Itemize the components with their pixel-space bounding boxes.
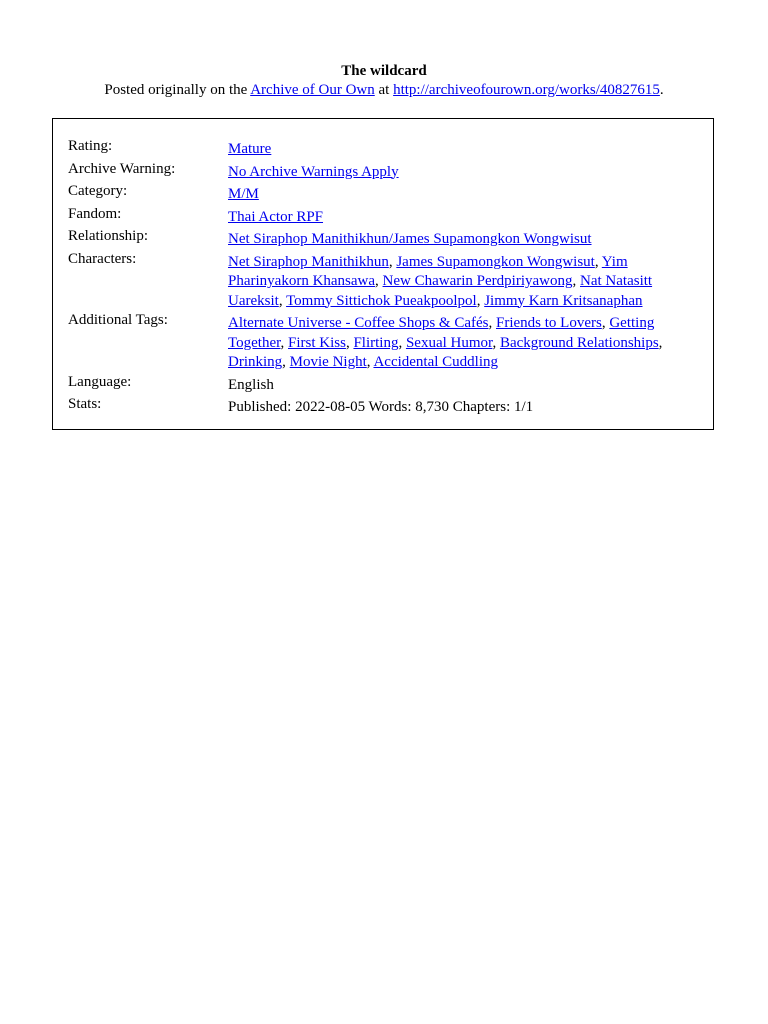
meta-row-rating (68, 137, 704, 160)
posted-mid: at (374, 82, 394, 98)
relationship-tag-link[interactable]: Net Siraphop Manithikhun/James Supamongkon Wongwisut (228, 231, 592, 247)
character-tag-link[interactable]: Nat Natasitt Uareksit (228, 273, 653, 309)
category-tag-link[interactable]: M/M (228, 186, 259, 202)
character-tag-link[interactable]: New Chawarin Perdpiriyawong (382, 273, 573, 289)
work-meta-box (52, 118, 714, 430)
posted-suffix: . (659, 82, 664, 98)
additional-tag-link[interactable]: First Kiss (288, 334, 346, 351)
additional-tag-link[interactable]: Drinking (228, 354, 283, 370)
character-tag-link[interactable]: Net Siraphop Manithikhun (228, 253, 389, 270)
posted-line (0, 81, 768, 100)
fandom-value (228, 205, 704, 228)
work-header (0, 62, 768, 100)
meta-row-category (68, 182, 704, 205)
warning-label: Archive Warning: (68, 160, 176, 177)
additional-tag-link[interactable]: Accidental Cuddling (373, 354, 499, 370)
meta-row-characters (68, 250, 704, 312)
stats-value: Published: 2022-08-05 Words: 8,730 Chapters: 1/1 (228, 399, 534, 415)
characters-value: Net Siraphop Manithikhun, James Supamongkon Wongwisut, Yim Pharinyakorn Khansawa, New Chawarin Perdpiriyawong, Nat Natasitt Uareksit, Tommy Sittichok Pueakpoolpol, Jimmy Karn Kritsanaphan (228, 253, 653, 309)
relationship-value (228, 227, 704, 250)
relationship-label: Relationship: (68, 228, 148, 244)
category-label: Category: (68, 183, 128, 199)
stats-label: Stats: (68, 396, 102, 412)
meta-row-stats (68, 395, 704, 418)
language-label: Language: (68, 373, 132, 390)
rating-tag-link[interactable]: Mature (228, 141, 272, 157)
additional-tag-link[interactable]: Friends to Lovers (496, 315, 602, 331)
additional-tag-link[interactable]: Flirting (353, 334, 399, 351)
character-tag-link[interactable]: Jimmy Karn Kritsanaphan (484, 292, 643, 309)
additional-tag-link[interactable]: Getting Together (228, 315, 655, 351)
work-meta-table (68, 137, 704, 418)
rating-label: Rating: (68, 138, 113, 154)
warning-tag-link[interactable]: No Archive Warnings Apply (228, 163, 399, 180)
meta-row-language (68, 373, 704, 396)
character-tag-link[interactable]: James Supamongkon Wongwisut (396, 253, 595, 270)
additional-tag-link[interactable]: Movie Night (289, 354, 367, 370)
language-value: English (228, 376, 274, 393)
character-tag-link[interactable]: Yim Pharinyakorn Khansawa (228, 253, 628, 289)
work-title: The wildcard (341, 63, 427, 79)
meta-row-additional-tags (68, 311, 704, 373)
additional-tags-value: Alternate Universe - Coffee Shops & Cafés, Friends to Lovers, Getting Together, First Kiss, Flirting, Sexual Humor, Background Relationships, Drinking, Movie Night, Accidental Cuddling (228, 315, 663, 370)
warning-value (228, 160, 704, 183)
characters-label: Characters: (68, 250, 137, 267)
fandom-tag-link[interactable]: Thai Actor RPF (228, 208, 324, 225)
meta-row-relationship (68, 227, 704, 250)
additional-tag-link[interactable]: Background Relationships (499, 334, 659, 351)
category-value (228, 182, 704, 205)
additional-tags-label: Additional Tags: (68, 312, 168, 328)
rating-value (228, 137, 704, 160)
archive-link[interactable]: Archive of Our Own (250, 82, 375, 98)
meta-row-warning (68, 160, 704, 183)
fandom-label: Fandom: (68, 205, 122, 222)
work-url-link[interactable]: http://archiveofourown.org/works/40827615 (393, 82, 660, 98)
posted-prefix: Posted originally on the (104, 82, 251, 98)
character-tag-link[interactable]: Tommy Sittichok Pueakpoolpol (286, 292, 477, 309)
additional-tag-link[interactable]: Sexual Humor (405, 334, 493, 351)
meta-row-fandom (68, 205, 704, 228)
additional-tag-link[interactable]: Alternate Universe - Coffee Shops & Cafés (228, 315, 489, 331)
